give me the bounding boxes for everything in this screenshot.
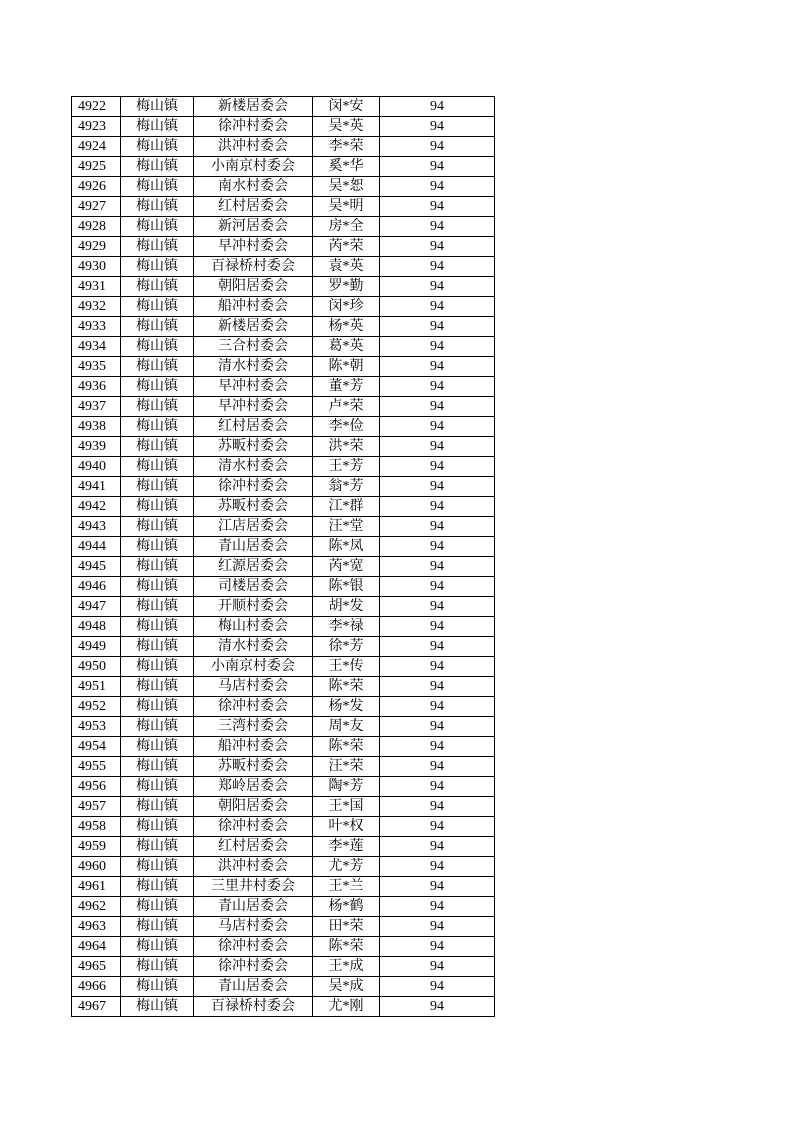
cell-town: 梅山镇 [121, 777, 194, 797]
cell-town: 梅山镇 [121, 837, 194, 857]
cell-town: 梅山镇 [121, 497, 194, 517]
cell-village-committee: 洪冲村委会 [194, 857, 313, 877]
cell-town: 梅山镇 [121, 977, 194, 997]
cell-town: 梅山镇 [121, 677, 194, 697]
cell-village-committee: 马店村委会 [194, 917, 313, 937]
table-row [72, 577, 495, 597]
cell-village-committee: 徐冲村委会 [194, 957, 313, 977]
cell-serial-number: 4960 [72, 857, 121, 877]
cell-town: 梅山镇 [121, 397, 194, 417]
table-row [72, 597, 495, 617]
cell-serial-number: 4930 [72, 257, 121, 277]
cell-person-name: 王*兰 [313, 877, 380, 897]
cell-serial-number: 4950 [72, 657, 121, 677]
cell-person-name: 吴*明 [313, 197, 380, 217]
cell-village-committee: 徐冲村委会 [194, 697, 313, 717]
cell-serial-number: 4958 [72, 817, 121, 837]
cell-person-name: 房*全 [313, 217, 380, 237]
cell-score: 94 [380, 777, 495, 797]
cell-town: 梅山镇 [121, 457, 194, 477]
cell-score: 94 [380, 497, 495, 517]
cell-person-name: 胡*发 [313, 597, 380, 617]
cell-serial-number: 4948 [72, 617, 121, 637]
cell-town: 梅山镇 [121, 857, 194, 877]
cell-village-committee: 红村居委会 [194, 417, 313, 437]
cell-person-name: 洪*荣 [313, 437, 380, 457]
cell-score: 94 [380, 817, 495, 837]
cell-town: 梅山镇 [121, 557, 194, 577]
cell-score: 94 [380, 97, 495, 117]
cell-person-name: 杨*发 [313, 697, 380, 717]
cell-person-name: 吴*英 [313, 117, 380, 137]
table-row [72, 737, 495, 757]
cell-town: 梅山镇 [121, 917, 194, 937]
cell-town: 梅山镇 [121, 257, 194, 277]
cell-score: 94 [380, 257, 495, 277]
cell-serial-number: 4935 [72, 357, 121, 377]
cell-town: 梅山镇 [121, 197, 194, 217]
table-row [72, 357, 495, 377]
cell-person-name: 汪*荣 [313, 757, 380, 777]
cell-town: 梅山镇 [121, 297, 194, 317]
table-row [72, 677, 495, 697]
cell-town: 梅山镇 [121, 937, 194, 957]
cell-village-committee: 青山居委会 [194, 537, 313, 557]
table-row [72, 257, 495, 277]
cell-serial-number: 4961 [72, 877, 121, 897]
cell-town: 梅山镇 [121, 217, 194, 237]
cell-village-committee: 南水村委会 [194, 177, 313, 197]
table-row [72, 917, 495, 937]
cell-serial-number: 4938 [72, 417, 121, 437]
table-row [72, 957, 495, 977]
cell-person-name: 叶*权 [313, 817, 380, 837]
cell-village-committee: 新楼居委会 [194, 97, 313, 117]
cell-person-name: 陈*荣 [313, 677, 380, 697]
cell-town: 梅山镇 [121, 337, 194, 357]
cell-town: 梅山镇 [121, 737, 194, 757]
cell-score: 94 [380, 357, 495, 377]
cell-person-name: 尤*刚 [313, 997, 380, 1017]
cell-village-committee: 朝阳居委会 [194, 797, 313, 817]
cell-score: 94 [380, 217, 495, 237]
cell-serial-number: 4941 [72, 477, 121, 497]
cell-village-committee: 江店居委会 [194, 517, 313, 537]
table-row [72, 97, 495, 117]
cell-village-committee: 三湾村委会 [194, 717, 313, 737]
table-row [72, 657, 495, 677]
table-body [72, 97, 495, 1017]
cell-village-committee: 徐冲村委会 [194, 937, 313, 957]
cell-person-name: 闵*安 [313, 97, 380, 117]
cell-serial-number: 4964 [72, 937, 121, 957]
cell-person-name: 田*荣 [313, 917, 380, 937]
cell-score: 94 [380, 137, 495, 157]
cell-score: 94 [380, 177, 495, 197]
table-row [72, 897, 495, 917]
table-row [72, 637, 495, 657]
cell-person-name: 陈*朝 [313, 357, 380, 377]
cell-serial-number: 4936 [72, 377, 121, 397]
cell-village-committee: 小南京村委会 [194, 157, 313, 177]
cell-town: 梅山镇 [121, 577, 194, 597]
cell-serial-number: 4922 [72, 97, 121, 117]
cell-score: 94 [380, 697, 495, 717]
cell-serial-number: 4925 [72, 157, 121, 177]
table-row [72, 537, 495, 557]
cell-score: 94 [380, 417, 495, 437]
cell-person-name: 芮*荣 [313, 237, 380, 257]
cell-town: 梅山镇 [121, 477, 194, 497]
cell-serial-number: 4934 [72, 337, 121, 357]
cell-village-committee: 朝阳居委会 [194, 277, 313, 297]
cell-serial-number: 4924 [72, 137, 121, 157]
cell-serial-number: 4955 [72, 757, 121, 777]
cell-village-committee: 徐冲村委会 [194, 817, 313, 837]
cell-score: 94 [380, 897, 495, 917]
cell-person-name: 王*成 [313, 957, 380, 977]
cell-village-committee: 新楼居委会 [194, 317, 313, 337]
cell-town: 梅山镇 [121, 537, 194, 557]
cell-town: 梅山镇 [121, 357, 194, 377]
cell-person-name: 王*传 [313, 657, 380, 677]
cell-score: 94 [380, 937, 495, 957]
cell-person-name: 尤*芳 [313, 857, 380, 877]
table-row [72, 377, 495, 397]
cell-village-committee: 苏畈村委会 [194, 437, 313, 457]
cell-person-name: 闵*珍 [313, 297, 380, 317]
table-row [72, 317, 495, 337]
cell-score: 94 [380, 537, 495, 557]
cell-village-committee: 三合村委会 [194, 337, 313, 357]
cell-score: 94 [380, 637, 495, 657]
cell-person-name: 董*芳 [313, 377, 380, 397]
cell-serial-number: 4947 [72, 597, 121, 617]
cell-score: 94 [380, 957, 495, 977]
cell-town: 梅山镇 [121, 437, 194, 457]
table-row [72, 977, 495, 997]
cell-town: 梅山镇 [121, 137, 194, 157]
cell-person-name: 陈*银 [313, 577, 380, 597]
cell-village-committee: 船冲村委会 [194, 297, 313, 317]
table-row [72, 437, 495, 457]
cell-village-committee: 三里井村委会 [194, 877, 313, 897]
cell-serial-number: 4926 [72, 177, 121, 197]
cell-serial-number: 4953 [72, 717, 121, 737]
table-row [72, 717, 495, 737]
cell-score: 94 [380, 597, 495, 617]
cell-score: 94 [380, 337, 495, 357]
cell-serial-number: 4956 [72, 777, 121, 797]
cell-person-name: 李*莲 [313, 837, 380, 857]
cell-score: 94 [380, 617, 495, 637]
cell-village-committee: 苏畈村委会 [194, 497, 313, 517]
table-row [72, 937, 495, 957]
table-row [72, 117, 495, 137]
cell-score: 94 [380, 977, 495, 997]
cell-serial-number: 4954 [72, 737, 121, 757]
cell-village-committee: 清水村委会 [194, 357, 313, 377]
table-row [72, 477, 495, 497]
cell-town: 梅山镇 [121, 877, 194, 897]
cell-village-committee: 小南京村委会 [194, 657, 313, 677]
cell-person-name: 奚*华 [313, 157, 380, 177]
cell-village-committee: 苏畈村委会 [194, 757, 313, 777]
cell-serial-number: 4931 [72, 277, 121, 297]
cell-score: 94 [380, 197, 495, 217]
cell-village-committee: 清水村委会 [194, 637, 313, 657]
cell-town: 梅山镇 [121, 757, 194, 777]
cell-town: 梅山镇 [121, 237, 194, 257]
cell-village-committee: 开顺村委会 [194, 597, 313, 617]
cell-serial-number: 4966 [72, 977, 121, 997]
cell-town: 梅山镇 [121, 277, 194, 297]
cell-village-committee: 司楼居委会 [194, 577, 313, 597]
cell-score: 94 [380, 477, 495, 497]
cell-person-name: 周*友 [313, 717, 380, 737]
cell-person-name: 陶*芳 [313, 777, 380, 797]
cell-person-name: 杨*鹤 [313, 897, 380, 917]
cell-serial-number: 4939 [72, 437, 121, 457]
cell-person-name: 陈*荣 [313, 737, 380, 757]
cell-town: 梅山镇 [121, 637, 194, 657]
cell-serial-number: 4967 [72, 997, 121, 1017]
cell-town: 梅山镇 [121, 897, 194, 917]
cell-town: 梅山镇 [121, 657, 194, 677]
cell-score: 94 [380, 857, 495, 877]
cell-village-committee: 郑岭居委会 [194, 777, 313, 797]
cell-town: 梅山镇 [121, 97, 194, 117]
cell-person-name: 李*俭 [313, 417, 380, 437]
cell-person-name: 江*群 [313, 497, 380, 517]
cell-person-name: 吴*恕 [313, 177, 380, 197]
cell-village-committee: 新河居委会 [194, 217, 313, 237]
table-row [72, 217, 495, 237]
cell-town: 梅山镇 [121, 317, 194, 337]
cell-serial-number: 4952 [72, 697, 121, 717]
cell-score: 94 [380, 737, 495, 757]
cell-serial-number: 4945 [72, 557, 121, 577]
cell-serial-number: 4959 [72, 837, 121, 857]
cell-person-name: 陈*凤 [313, 537, 380, 557]
cell-serial-number: 4933 [72, 317, 121, 337]
cell-town: 梅山镇 [121, 697, 194, 717]
cell-person-name: 陈*荣 [313, 937, 380, 957]
table-row [72, 757, 495, 777]
cell-village-committee: 早冲村委会 [194, 237, 313, 257]
cell-person-name: 袁*英 [313, 257, 380, 277]
table-row [72, 297, 495, 317]
cell-score: 94 [380, 117, 495, 137]
cell-person-name: 汪*堂 [313, 517, 380, 537]
cell-score: 94 [380, 797, 495, 817]
cell-serial-number: 4923 [72, 117, 121, 137]
cell-score: 94 [380, 577, 495, 597]
table-row [72, 817, 495, 837]
cell-village-committee: 梅山村委会 [194, 617, 313, 637]
cell-town: 梅山镇 [121, 517, 194, 537]
cell-score: 94 [380, 517, 495, 537]
cell-person-name: 李*荣 [313, 137, 380, 157]
table-row [72, 277, 495, 297]
table-row [72, 877, 495, 897]
cell-person-name: 李*禄 [313, 617, 380, 637]
cell-village-committee: 红源居委会 [194, 557, 313, 577]
table-row [72, 857, 495, 877]
cell-serial-number: 4932 [72, 297, 121, 317]
table-row [72, 417, 495, 437]
cell-town: 梅山镇 [121, 817, 194, 837]
cell-village-committee: 百禄桥村委会 [194, 257, 313, 277]
cell-person-name: 徐*芳 [313, 637, 380, 657]
cell-town: 梅山镇 [121, 717, 194, 737]
cell-score: 94 [380, 997, 495, 1017]
cell-score: 94 [380, 837, 495, 857]
cell-person-name: 杨*英 [313, 317, 380, 337]
cell-village-committee: 青山居委会 [194, 977, 313, 997]
cell-score: 94 [380, 457, 495, 477]
cell-serial-number: 4962 [72, 897, 121, 917]
cell-person-name: 王*国 [313, 797, 380, 817]
cell-village-committee: 清水村委会 [194, 457, 313, 477]
cell-score: 94 [380, 317, 495, 337]
cell-serial-number: 4957 [72, 797, 121, 817]
cell-town: 梅山镇 [121, 797, 194, 817]
cell-village-committee: 红村居委会 [194, 837, 313, 857]
cell-serial-number: 4951 [72, 677, 121, 697]
cell-village-committee: 早冲村委会 [194, 377, 313, 397]
table-row [72, 777, 495, 797]
table-row [72, 497, 495, 517]
cell-serial-number: 4944 [72, 537, 121, 557]
table-row [72, 337, 495, 357]
cell-score: 94 [380, 717, 495, 737]
cell-score: 94 [380, 917, 495, 937]
cell-town: 梅山镇 [121, 117, 194, 137]
table-row [72, 517, 495, 537]
cell-village-committee: 青山居委会 [194, 897, 313, 917]
cell-village-committee: 徐冲村委会 [194, 477, 313, 497]
cell-score: 94 [380, 657, 495, 677]
table-row [72, 237, 495, 257]
table-row [72, 197, 495, 217]
cell-serial-number: 4940 [72, 457, 121, 477]
table-row [72, 797, 495, 817]
cell-score: 94 [380, 437, 495, 457]
cell-serial-number: 4949 [72, 637, 121, 657]
table-row [72, 457, 495, 477]
cell-score: 94 [380, 557, 495, 577]
cell-town: 梅山镇 [121, 597, 194, 617]
cell-town: 梅山镇 [121, 377, 194, 397]
cell-serial-number: 4929 [72, 237, 121, 257]
cell-town: 梅山镇 [121, 617, 194, 637]
cell-person-name: 翁*芳 [313, 477, 380, 497]
table-row [72, 617, 495, 637]
table-row [72, 997, 495, 1017]
cell-village-committee: 洪冲村委会 [194, 137, 313, 157]
cell-serial-number: 4943 [72, 517, 121, 537]
cell-village-committee: 船冲村委会 [194, 737, 313, 757]
cell-score: 94 [380, 757, 495, 777]
cell-person-name: 葛*英 [313, 337, 380, 357]
table-row [72, 137, 495, 157]
cell-serial-number: 4942 [72, 497, 121, 517]
cell-village-committee: 马店村委会 [194, 677, 313, 697]
data-table [71, 96, 495, 1017]
cell-town: 梅山镇 [121, 417, 194, 437]
table-row [72, 697, 495, 717]
cell-serial-number: 4937 [72, 397, 121, 417]
cell-town: 梅山镇 [121, 177, 194, 197]
cell-score: 94 [380, 157, 495, 177]
cell-person-name: 吴*成 [313, 977, 380, 997]
cell-village-committee: 早冲村委会 [194, 397, 313, 417]
table-row [72, 837, 495, 857]
table-row [72, 157, 495, 177]
cell-serial-number: 4965 [72, 957, 121, 977]
cell-town: 梅山镇 [121, 997, 194, 1017]
cell-score: 94 [380, 377, 495, 397]
cell-score: 94 [380, 297, 495, 317]
table-row [72, 397, 495, 417]
cell-serial-number: 4946 [72, 577, 121, 597]
cell-serial-number: 4927 [72, 197, 121, 217]
cell-person-name: 王*芳 [313, 457, 380, 477]
cell-person-name: 芮*宽 [313, 557, 380, 577]
cell-village-committee: 红村居委会 [194, 197, 313, 217]
cell-village-committee: 百禄桥村委会 [194, 997, 313, 1017]
table-row [72, 557, 495, 577]
cell-score: 94 [380, 277, 495, 297]
cell-person-name: 罗*勤 [313, 277, 380, 297]
cell-serial-number: 4928 [72, 217, 121, 237]
table-row [72, 177, 495, 197]
cell-score: 94 [380, 237, 495, 257]
cell-score: 94 [380, 877, 495, 897]
cell-score: 94 [380, 397, 495, 417]
cell-person-name: 卢*荣 [313, 397, 380, 417]
cell-serial-number: 4963 [72, 917, 121, 937]
cell-score: 94 [380, 677, 495, 697]
cell-town: 梅山镇 [121, 957, 194, 977]
cell-village-committee: 徐冲村委会 [194, 117, 313, 137]
cell-town: 梅山镇 [121, 157, 194, 177]
